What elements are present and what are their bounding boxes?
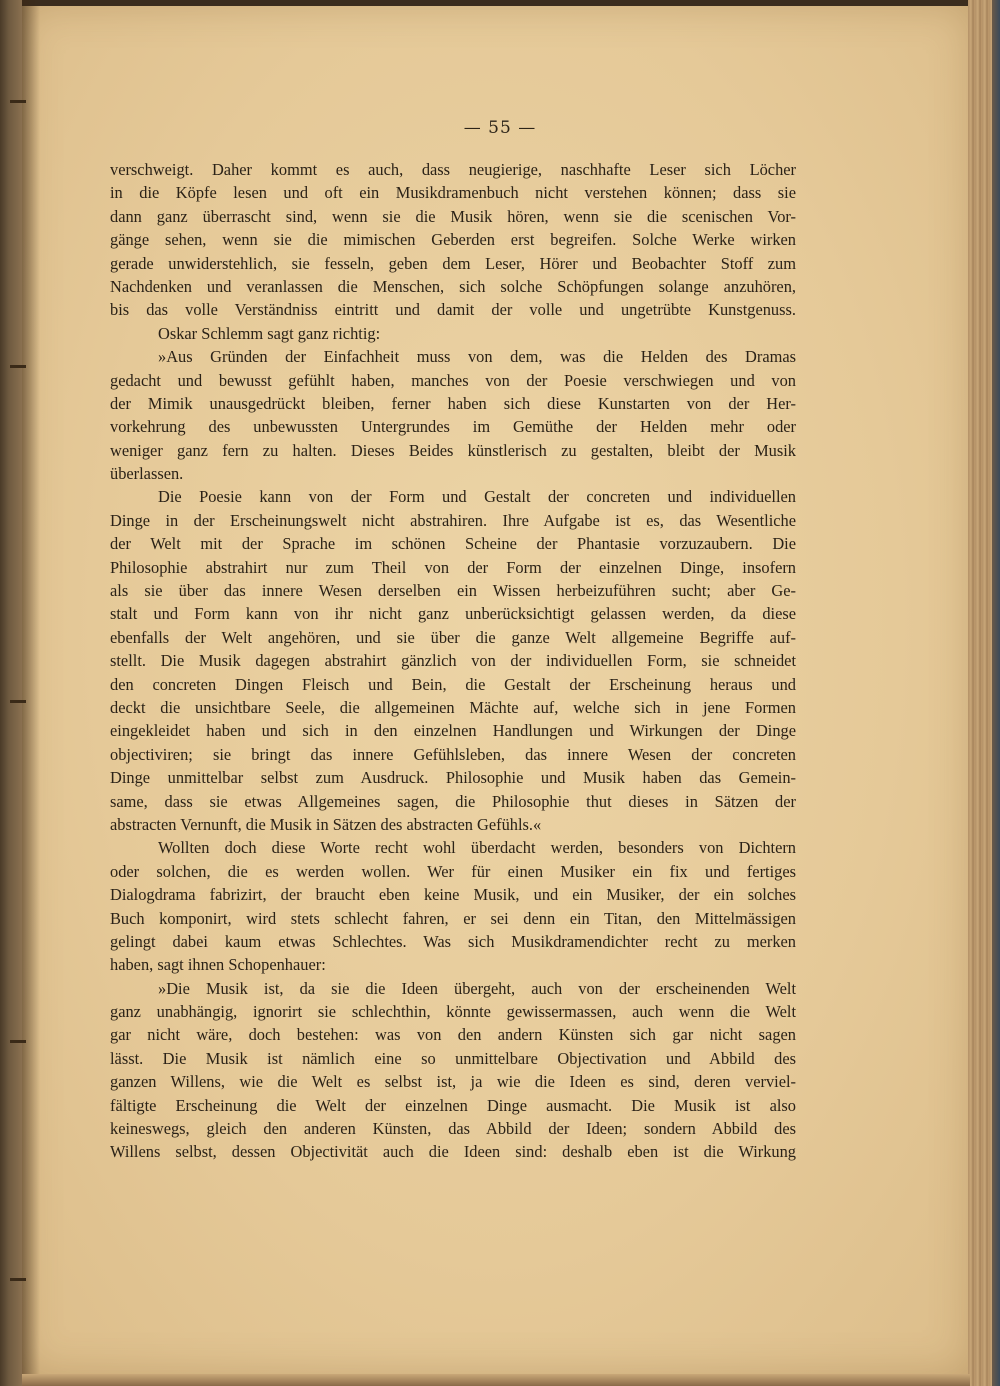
text-line: haben, sagt ihnen Schopenhauer: xyxy=(110,955,326,975)
text-line: Dinge in der Erscheinungswelt nicht abstrahiren. Ihre Aufgabe ist es, das Wesentliche xyxy=(110,510,796,530)
text-line: ganzen Willens, wie die Welt es selbst ist, ja wie die Ideen es sind, deren verviel- xyxy=(110,1072,796,1092)
text-line: Philosophie abstrahirt nur zum Theil von der Form der einzelnen Dinge, insofern xyxy=(110,557,796,577)
text-line: ebenfalls der Welt angehören, und sie über die ganze Welt allgemeine Begriffe auf- xyxy=(110,627,796,647)
text-line: gelingt dabei kaum etwas Schlechtes. Was sich Musikdramendichter recht zu merken xyxy=(110,931,796,951)
text-line: der Mimik unausgedrückt bleiben, ferner haben sich diese Kunstarten von der Her- xyxy=(110,393,796,413)
body-text xyxy=(110,158,796,1164)
book-binding xyxy=(0,0,22,1386)
text-line: gerade unwiderstehlich, sie fesseln, geben dem Leser, Hörer und Beobachter Stoff zum xyxy=(110,253,796,273)
binding-stitch xyxy=(10,700,26,703)
text-line: stalt und Form kann von ihr nicht ganz unberücksichtigt gelassen werden, da diese xyxy=(110,604,796,624)
text-line: Dialogdrama fabrizirt, der braucht eben keine Musik, und ein Musiker, der ein solches xyxy=(110,885,796,905)
text-line: Oskar Schlemm sagt ganz richtig: xyxy=(158,323,381,343)
text-line: same, dass sie etwas Allgemeines sagen, die Philosophie thut dieses in Sätzen der xyxy=(110,791,796,811)
text-line: Die Poesie kann von der Form und Gestalt der concreten und individuellen xyxy=(158,487,796,507)
text-line: lässt. Die Musik ist nämlich eine so unmittelbare Objectivation und Abbild des xyxy=(110,1048,796,1068)
text-line: abstracten Vernunft, die Musik in Sätzen des abstracten Gefühls.« xyxy=(110,814,542,834)
text-line: deckt die unsichtbare Seele, die allgemeinen Mächte auf, welche sich in jene Formen xyxy=(110,697,796,717)
text-line: »Aus Gründen der Einfachheit muss von dem, was die Helden des Dramas xyxy=(158,347,796,367)
text-line: überlassen. xyxy=(110,464,184,484)
text-line: Willens selbst, dessen Objectivität auch die Ideen sind: deshalb eben ist die Wirkung xyxy=(110,1142,796,1162)
gutter-shadow xyxy=(22,0,40,1386)
text-line: Nachdenken und veranlassen die Menschen, sich solche Schöpfungen solange anzuhören, xyxy=(110,276,796,296)
text-line: verschweigt. Daher kommt es auch, dass neugierige, naschhafte Leser sich Löcher xyxy=(110,160,796,179)
page-number: — 55 — xyxy=(463,118,537,138)
text-line: dann ganz überrascht sind, wenn sie die Musik hören, wenn sie die scenischen Vor- xyxy=(110,206,796,226)
binding-stitch xyxy=(10,100,26,103)
bottom-edge xyxy=(22,1374,970,1386)
cover-edge xyxy=(992,0,1000,1386)
text-line: gar nicht wäre, doch bestehen: was von den andern Künsten sich gar nicht sagen xyxy=(110,1025,796,1045)
text-line: gänge sehen, wenn sie die mimischen Geberden erst begreifen. Solche Werke wirken xyxy=(110,230,796,250)
text-line: als sie über das innere Wesen derselben ein Wissen herbeizuführen sucht; aber Ge- xyxy=(110,581,796,601)
text-line: oder solchen, die es werden wollen. Wer für einen Musiker ein fix und fertiges xyxy=(110,861,796,881)
text-line: Wollten doch diese Worte recht wohl überdacht werden, besonders von Dichtern xyxy=(158,838,796,858)
text-line: stellt. Die Musik dagegen abstrahirt gänzlich von der individuellen Form, sie schneidet xyxy=(110,651,796,671)
text-line: der Welt mit der Sprache im schönen Scheine der Phantasie vorzuzaubern. Die xyxy=(110,534,796,554)
text-line: ganz unabhängig, ignorirt sie schlechthin, könnte gewissermassen, auch wenn die Welt xyxy=(110,1002,796,1022)
text-line: gedacht und bewusst gefühlt haben, manches von der Poesie verschwiegen und von xyxy=(110,370,796,390)
text-line: objectiviren; sie bringt das innere Gefühlsleben, das innere Wesen der concreten xyxy=(110,744,796,764)
binding-stitch xyxy=(10,1278,26,1281)
text-line: eingekleidet haben und sich in den einzelnen Handlungen und Wirkungen der Dinge xyxy=(110,721,796,741)
text-line: vorkehrung des unbewussten Untergrundes im Gemüthe der Helden mehr oder xyxy=(110,417,796,437)
binding-stitch xyxy=(10,1040,26,1043)
text-line: fältigte Erscheinung die Welt der einzelnen Dinge ausmacht. Die Musik ist also xyxy=(110,1095,796,1115)
text-line: bis das volle Verständniss eintritt und damit der volle und ungetrübte Kunstgenuss. xyxy=(110,300,796,320)
binding-stitch xyxy=(10,365,26,368)
text-line: den concreten Dingen Fleisch und Bein, die Gestalt der Erscheinung heraus und xyxy=(110,674,796,694)
text-line: Buch komponirt, wird stets schlecht fahren, er sei denn ein Titan, den Mittelmässigen xyxy=(110,908,796,928)
text-line: »Die Musik ist, da sie die Ideen übergeht, auch von der erscheinenden Welt xyxy=(158,978,796,998)
text-line: in die Köpfe lesen und oft ein Musikdramenbuch nicht verstehen können; dass sie xyxy=(110,183,796,203)
text-line: keineswegs, gleich den anderen Künsten, das Abbild der Ideen; sondern Abbild des xyxy=(110,1119,796,1139)
text-line: weniger ganz fern zu halten. Dieses Beides künstlerisch zu gestalten, bleibt der Musik xyxy=(110,440,796,460)
text-line: Dinge unmittelbar selbst zum Ausdruck. Philosophie und Musik haben das Gemein- xyxy=(110,768,796,788)
